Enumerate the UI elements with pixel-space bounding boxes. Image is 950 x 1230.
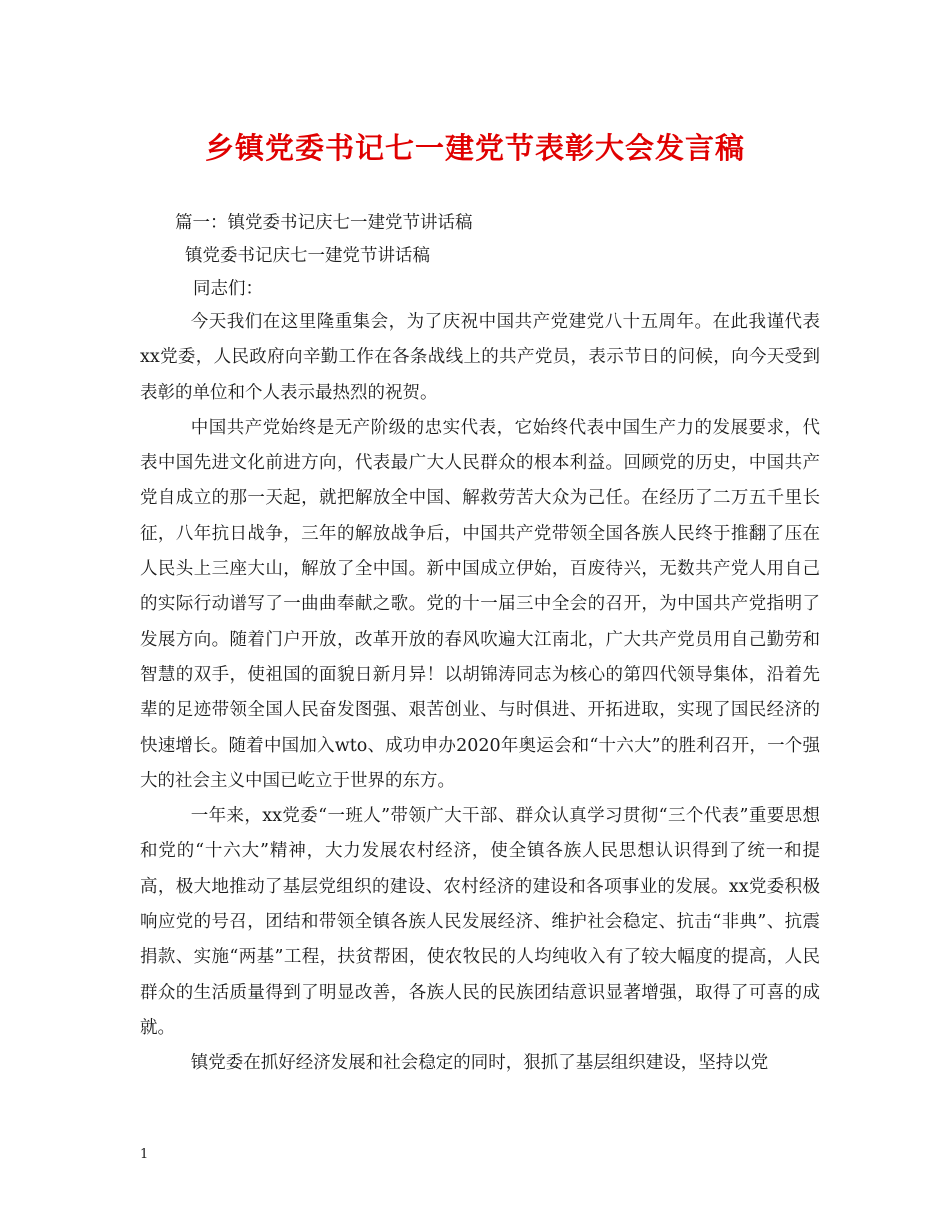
- speech-subtitle: 镇党委书记庆七一建党节讲话稿: [185, 246, 430, 266]
- paragraph: 今天我们在这里隆重集会，为了庆祝中国共产党建党八十五周年。在此我谨代表xx党委，人民政府向辛勤工作在各条战线上的共产党员，表示节日的问候，向今天受到表彰的单位和个人表示最热烈的祝贺。: [140, 312, 820, 403]
- paragraph: 一年来，xx党委“一班人”带领广大干部、群众认真学习贯彻“三个代表”重要思想和党的“十六大”精神，大力发展农村经济，使全镇各族人民思想认识得到了统一和提高，极大地推动了基层党组织的建设、农村经济的建设和各项事业的发展。xx党委积极响应党的号召，团结和带领全镇各族人民发展经济、维护社会稳定、抗击“非典”、抗震捐款、实施“两基”工程，扶贫帮困，使农牧民的人均纯收入有了较大幅度的提高，人民群众的生活质量得到了明显改善，各族人民的民族团结意识显著增强，取得了可喜的成就。: [140, 806, 820, 1038]
- section-heading: 篇一：镇党委书记庆七一建党节讲话稿: [175, 213, 473, 233]
- document-title: 乡镇党委书记七一建党节表彰大会发言稿: [204, 131, 745, 165]
- speech-body: [140, 305, 820, 1082]
- salutation: 同志们：: [193, 279, 263, 299]
- page-number: 1: [140, 1147, 149, 1162]
- paragraph: 中国共产党始终是无产阶级的忠实代表，它始终代表中国生产力的发展要求，代表中国先进文化前进方向，代表最广大人民群众的根本利益。回顾党的历史，中国共产党自成立的那一天起，就把解放全中国、解救劳苦大众为己任。在经历了二万五千里长征，八年抗日战争，三年的解放战争后，中国共产党带领全国各族人民终于推翻了压在人民头上三座大山，解放了全中国。新中国成立伊始，百废待兴，无数共产党人用自己的实际行动谱写了一曲曲奉献之歌。党的十一届三中全会的召开，为中国共产党指明了发展方向。随着门户开放，改革开放的春风吹遍大江南北，广大共产党员用自己勤劳和智慧的双手，使祖国的面貌日新月异！以胡锦涛同志为核心的第四代领导集体，沿着先辈的足迹带领全国人民奋发图强、艰苦创业、与时俱进、开拓进取，实现了国民经济的快速增长。随着中国加入wto、成功申办2020年奥运会和“十六大”的胜利召开，一个强大的社会主义中国已屹立于世界的东方。: [140, 417, 820, 791]
- paragraph: 镇党委在抓好经济发展和社会稳定的同时，狠抓了基层组织建设，坚持以党: [190, 1053, 769, 1074]
